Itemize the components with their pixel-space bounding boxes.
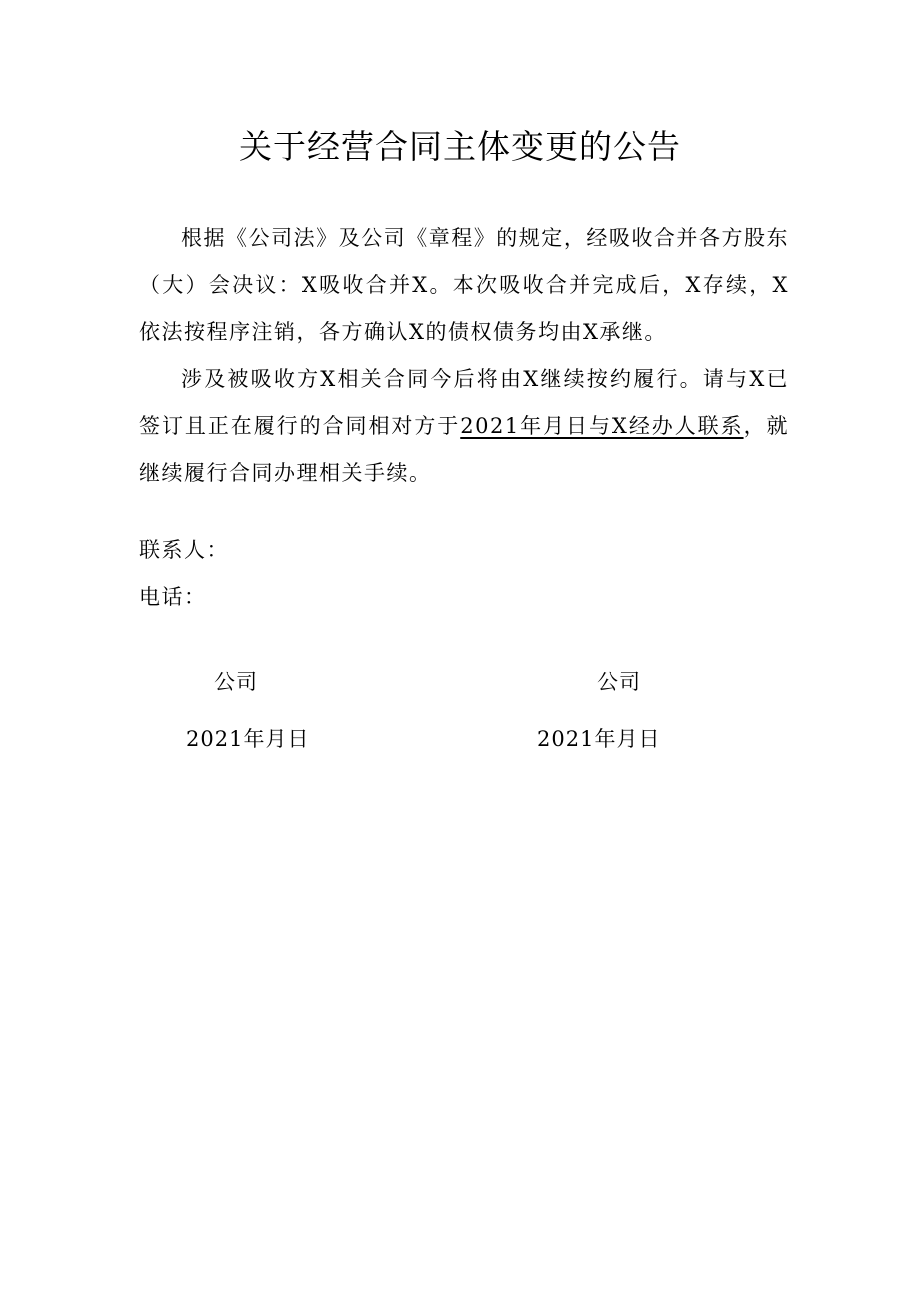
phone-label: 电话：: [139, 585, 207, 609]
right-signature-date: 2021年月日: [537, 727, 661, 751]
paragraph2-underlined-text: 2021年月日与X经办人联系: [460, 414, 744, 438]
left-signature-company: 公司: [214, 670, 258, 694]
paragraph-contract-continuation: [139, 356, 789, 497]
paragraph2-text-after: ，就继续履行合同办理相关手续。: [139, 414, 790, 485]
document-title: 关于经营合同主体变更的公告: [239, 127, 681, 166]
left-signature-date: 2021年月日: [186, 727, 310, 751]
document-body: [139, 215, 789, 497]
contact-block: [139, 527, 229, 621]
right-signature-company: 公司: [597, 670, 641, 694]
paragraph2-text-before: 涉及被吸收方X相关合同今后将由X继续按约履行。请与X已签订且正在履行的合同相对方于: [139, 367, 789, 438]
paragraph-merger-notice: 根据《公司法》及公司《章程》的规定，经吸收合并各方股东（大）会决议：X吸收合并X。本次吸收合并完成后，X存续，X依法按程序注销，各方确认X的债权债务均由X承继。: [139, 226, 789, 344]
contact-person-label: 联系人：: [139, 538, 229, 562]
